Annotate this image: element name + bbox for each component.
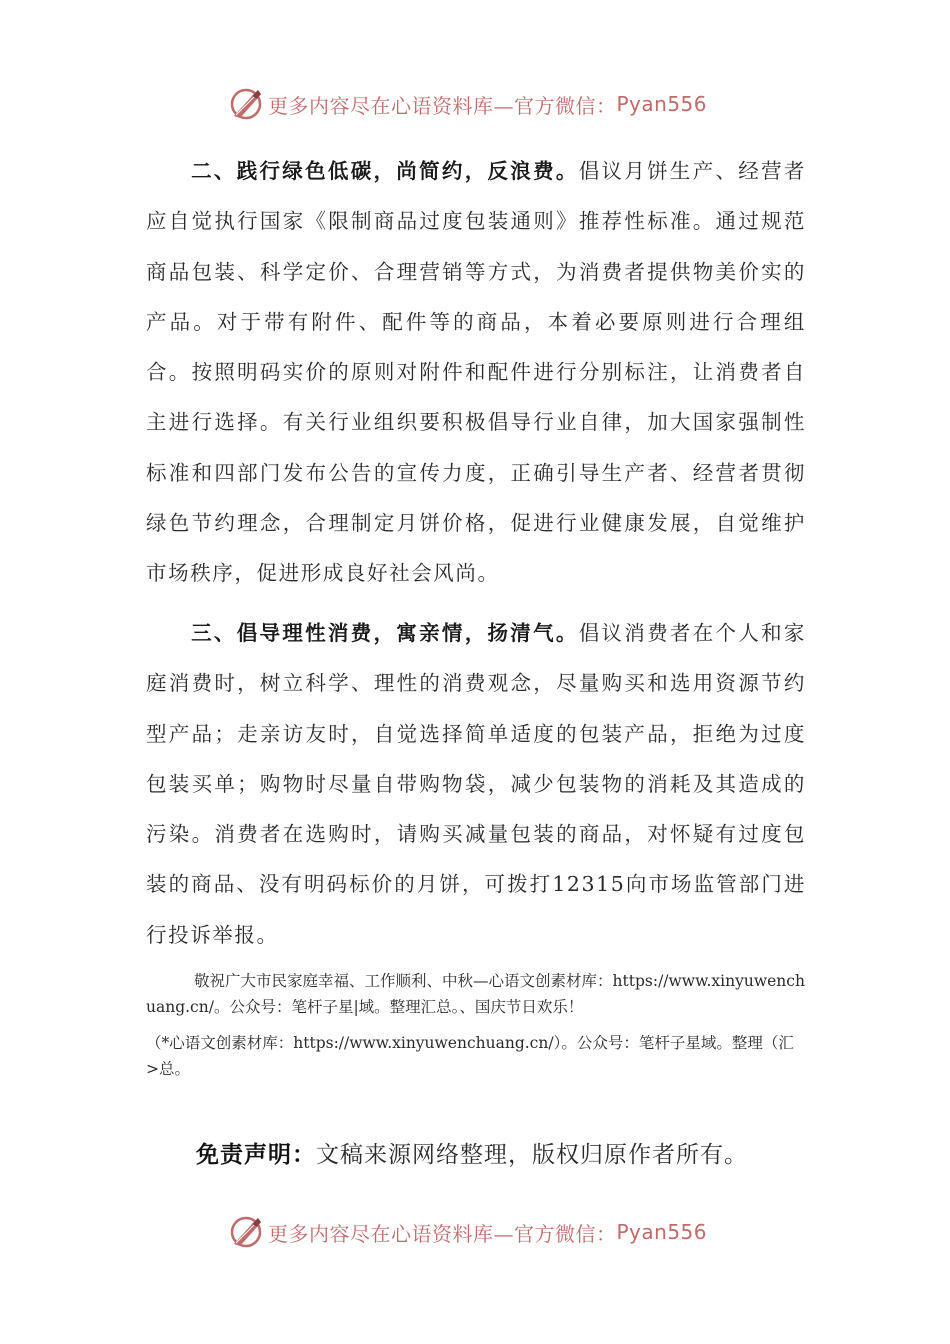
pen-logo-icon <box>228 86 264 122</box>
header-wechat-id: Pyan556 <box>616 92 708 116</box>
header-brand-text: 更多内容尽在心语资料库—官方微信： <box>268 93 617 118</box>
section-two-paragraph <box>146 146 806 599</box>
footer-wechat-id: Pyan556 <box>616 1220 708 1244</box>
section-three-heading: 三、倡导理性消费，寓亲情，扬清气。 <box>191 621 579 645</box>
source-note: （*心语文创素材库：https://www.xinyuwenchuang.cn/）。公众号：笔杆子星域。整理（汇>总。 <box>146 1034 794 1078</box>
section-two-body: 倡议月饼生产、经营者应自觉执行国家《限制商品过度包装通则》推荐性标准。通过规范商品包装、科学定价、合理营销等方式，为消费者提供物美价实的产品。对于带有附件、配件等的商品，本着必要原则进行合理组合。按照明码实价的原则对附件和配件进行分别标注，让消费者自主进行选择。有关行业组织要积极倡导行业自律，加大国家强制性标准和四部门发布公告的宣传力度，正确引导生产者、经营者贯彻绿色节约理念，合理制定月饼价格，促进行业健康发展，自觉维护市场秩序，促进形成良好社会风尚。 <box>146 159 807 586</box>
pen-logo-icon <box>228 1214 264 1250</box>
closing-note: 敬祝广大市民家庭幸福、工作顺利、中秋—心语文创素材库：https://www.xinyuwenchuang.cn/。公众号：笔杆子星|域。整理汇总。、国庆节日欢乐！ <box>146 972 805 1016</box>
footer-banner <box>228 1210 748 1254</box>
disclaimer <box>196 1136 748 1169</box>
disclaimer-label: 免责声明： <box>196 1142 316 1168</box>
section-three-paragraph <box>146 608 806 960</box>
disclaimer-text: 文稿来源网络整理，版权归原作者所有。 <box>316 1142 748 1168</box>
header-banner <box>228 82 748 126</box>
section-three-body: 倡议消费者在个人和家庭消费时，树立科学、理性的消费观念，尽量购买和选用资源节约型产品；走亲访友时，自觉选择简单适度的包装产品，拒绝为过度包装买单；购物时尽量自带购物袋，减少包装物的消耗及其造成的污染。消费者在选购时，请购买减量包装的商品，对怀疑有过度包装的商品、没有明码标价的月饼，可拨打12315向市场监管部门进行投诉举报。 <box>146 621 807 947</box>
section-two-heading: 二、践行绿色低碳，尚简约，反浪费。 <box>191 159 579 183</box>
footer-brand-text: 更多内容尽在心语资料库—官方微信： <box>268 1221 617 1246</box>
